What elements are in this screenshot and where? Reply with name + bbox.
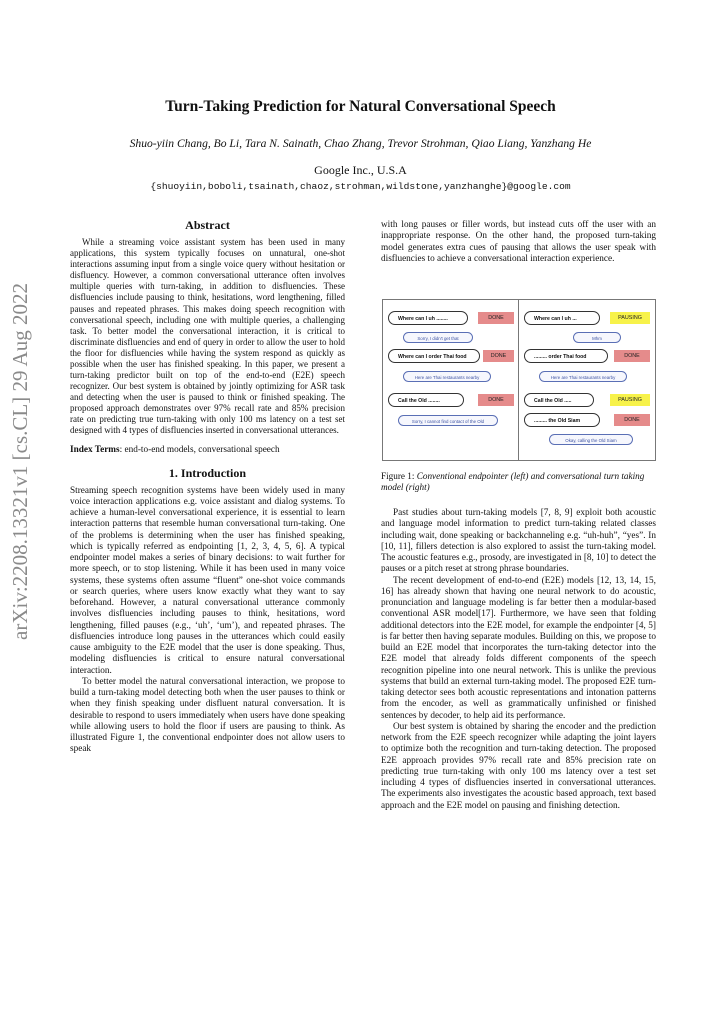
right-query-3: Call the Old .....: [524, 393, 594, 407]
left-tag-3: DONE: [478, 394, 514, 406]
figure-caption-text: Conventional endpointer (left) and conversational turn taking model (right): [381, 471, 645, 493]
right-tag-1: PAUSING: [610, 312, 650, 324]
arxiv-sidebar: [8, 283, 48, 640]
figure-divider: [518, 300, 519, 460]
left-tag-1: DONE: [478, 312, 514, 324]
right-tag-3: PAUSING: [610, 394, 650, 406]
right-response-1: Mhm: [573, 332, 621, 343]
affiliation: Google Inc., U.S.A: [314, 163, 407, 177]
index-terms: [70, 445, 345, 456]
intro-paragraph-1: Streaming speech recognition systems have been widely used in many voice interaction applications e.g. voice assistant and dialog systems. To achieve a human-level conversational experience, it is essential to learn interaction patterns that resemble human conversational turn-taking. One of the problems is determining when the user has finished speaking, which is typically referred as endpointing [1, 2, 3, 4, 5, 6]. A typical endpointer model makes a series of binary decisions: to wait further for more speech, or to stop listening. While it has been used in many voice systems, these systems often assume “fluent” one-shot voice commands or search queries, where users know exactly what they want to say beforehand. However, a natural conversational utterance commonly involves disfluencies including pauses to think, hesitations, word lengthening, filled pauses (e.g., ‘uh’, ‘um’), and repeated phrases. The disfluencies introduce long pauses in the utterances which could easily cause ambiguity to the E2E model that the user is done speaking. Thus, modeling disfluencies is critical to ensure natural conversational interaction.: [70, 485, 345, 676]
abstract-heading: Abstract: [185, 218, 230, 232]
right-query-2: ......... order Thai food: [524, 349, 608, 363]
abstract-section: [70, 220, 345, 756]
figure-1: [382, 299, 656, 461]
left-query-2: Where can I order Thai food: [388, 349, 480, 363]
paper-title: Turn-Taking Prediction for Natural Conversational Speech: [165, 98, 556, 115]
author-list: Shuo-yiin Chang, Bo Li, Tara N. Sainath, Chao Zhang, Trevor Strohman, Qiao Liang, Yanzhang He: [129, 137, 592, 150]
left-tag-2: DONE: [483, 350, 514, 362]
arxiv-identifier: arXiv:2208.13321v1 [cs.CL] 29 Aug 2022: [8, 283, 32, 640]
abstract-text: While a streaming voice assistant system has been used in many applications, this system typically focuses on unnatural, one-shot interactions assuming input from a single voice query without hesitation or disfluency. However, a common conversational utterance often involves multiple queries with turn-taking, in addition to disfluencies. These disfluencies include pausing to think, hesitations, word lengthening, filled pauses and repeated phrases. This makes doing speech recognition with conversational speech, including one with multiple queries, a challenging task. To better model the conversational interaction, it is critical to discriminate disfluencies and end of query in order to allow the user to hold the floor for disfluencies while having the system respond as quickly as possible when the user has finished speaking. In this paper, we present a turn-taking predictor built on top of the end-to-end (E2E) speech recognizer. Our best system is obtained by jointly optimizing for ASR task and detecting when the user is paused to think or finished speaking. The proposed approach demonstrates over 97% recall rate and 85% precision rate on predicting true turn-taking with only 100 ms latency on a test set designed with 4 types of disfluencies inserted in conversational utterances.: [70, 237, 345, 436]
intro-right-body: [381, 508, 656, 812]
figure-1-caption: [381, 471, 656, 493]
right-query-1: Where can I uh ...: [524, 311, 600, 325]
intro-paragraph-2: To better model the natural conversational interaction, we propose to build a turn-taking model detecting both when the user pauses to think or when they finish speaking under disfluent natural conversation. It is desirable to respond to users immediately when users have done speaking while allowing users to hold the floor if users are pausing to think. As illustrated Figure 1, the conventional endpointer does not allow users to speak: [70, 676, 345, 755]
intro-paragraph-6: Our best system is obtained by sharing the encoder and the prediction network from the E2E speech recognizer while adapting the joint layers to optimize both the recognition and turn-taking detection. The proposed E2E approach provides 97% recall rate and 85% precision rate on predicting true turn-taking with only 100 ms latency over a test set including 4 types of disfluencies inserted in conversational utterances. The experiments also investigates the acoustic based approach, text based approach and the E2E model on pausing and finishing detection.: [381, 721, 656, 811]
intro-paragraph-5: The recent development of end-to-end (E2E) models [12, 13, 14, 15, 16] has already shown that having one neural network to do acoustic, pronunciation and language modeling is far better then a modular-based conventional ASR model[17]. Furthermore, we have seen that folding additional detectors into the E2E model, for example the endpointer [4, 5] is far better then having separate modules. Building on this, we propose to build an E2E model that incorporates the turn-taking detector into the E2E model that already folds different components of the speech recognition pipeline into one neural network. This is unlike the previous systems that build an external turn-taking model. The proposed E2E turn-taking detector sees both acoustic representations and intonation patterns from the encoder, as well as grammatically unfinished or finished sentences by decoder, to help aid its performance.: [381, 575, 656, 721]
right-tag-2: DONE: [614, 350, 650, 362]
intro-paragraph-3: with long pauses or filler words, but instead cuts off the user with an inappropriate response. On the other hand, the proposed turn-taking model generates extra cues of pausing that allows the user speak with disfluencies to achieve a conversational interaction experience.: [381, 220, 656, 264]
right-response-4: Okay, calling the Old Siam: [549, 434, 633, 445]
intro-paragraph-4: Past studies about turn-taking models [7, 8, 9] exploit both acoustic and language model information to predict turn-taking related classes including wait, done speaking or backchanneling e.g. “uh-huh”, “yes”. In [10, 11], fillers detection is also explored to assist the turn-taking model. The acoustic features e.g., prosody, are investigated in [8, 10] to detect the pauses or a pitch reset at strong phrase boundaries.: [381, 508, 657, 575]
left-response-2: Here are Thai restaurants nearby: [403, 371, 491, 382]
intro-continued: [381, 220, 656, 265]
index-terms-label: Index Terms: [70, 445, 120, 456]
index-terms-value: : end-to-end models, conversational speech: [119, 445, 280, 456]
right-response-2: Here are Thai restaurants nearby: [539, 371, 627, 382]
author-emails: {shuoyiin,boboli,tsainath,chaoz,strohman,wildstone,yanzhanghe}@google.com: [150, 181, 571, 192]
right-query-4: ......... the Old Siam: [524, 413, 600, 427]
right-tag-4: DONE: [614, 414, 650, 426]
figure-caption-label: Figure 1:: [381, 471, 417, 481]
introduction-heading: 1. Introduction: [168, 466, 247, 481]
left-query-3: Call the Old ........: [388, 393, 464, 407]
left-response-3: Sorry, I cannot find contact of the Old: [398, 415, 498, 426]
left-response-1: Sorry, I didn't get that: [403, 332, 473, 343]
left-query-1: Where can I uh ........: [388, 311, 468, 325]
